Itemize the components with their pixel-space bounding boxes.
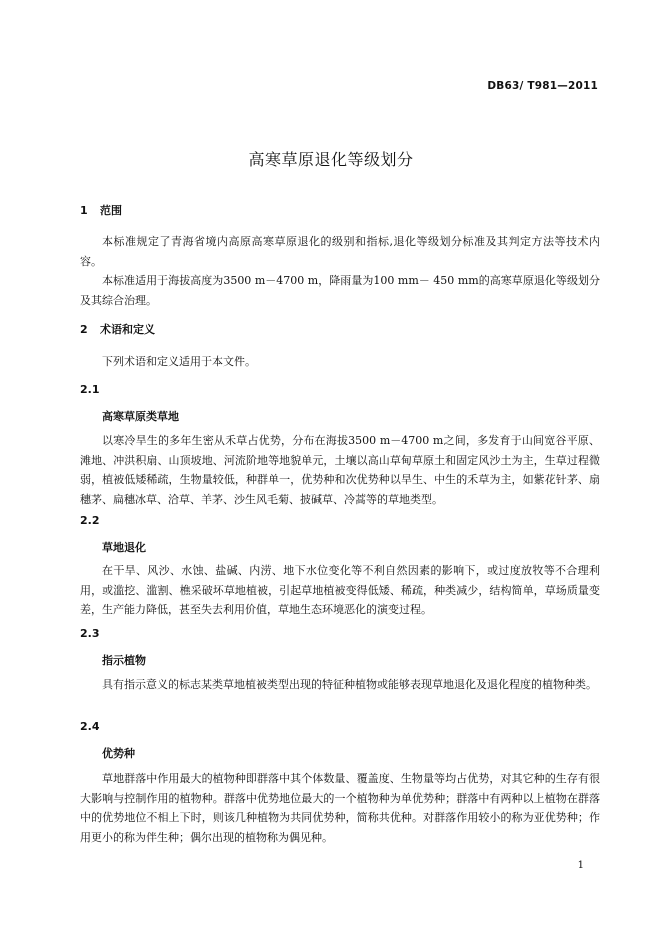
standard-code: DB63/ T981—2011 [487, 80, 598, 92]
paragraph: 在干旱、风沙、水蚀、盐碱、内涝、地下水位变化等不利自然因素的影响下，或过度放牧等不合理利用，或滥挖、滥割、樵采破坏草地植被，引起草地植被变得低矮、稀疏，种类减少，结构简单，草场质量变差，生产能力降低，甚至失去利用价值，草地生态环境恶化的演变过程。 [80, 564, 600, 616]
section-title: 范围 [100, 204, 122, 217]
paragraph: 下列术语和定义适用于本文件。 [102, 355, 256, 368]
section-1-heading [80, 202, 600, 218]
document-title: 高寒草原退化等级划分 [248, 150, 414, 169]
term-definition [80, 431, 600, 509]
paragraph: 具有指示意义的标志某类草地植被类型出现的特征种植物或能够表现草地退化及退化程度的植物种类。 [102, 678, 597, 691]
term-title: 指示植物 [102, 654, 146, 667]
term-definition [80, 561, 600, 620]
term-title: 草地退化 [102, 541, 146, 554]
paragraph: 草地群落中作用最大的植物种即群落中其个体数量、覆盖度、生物量等均占优势，对其它种的生存有很大影响与控制作用的植物种。群落中优势地位最大的一个植物种为单优势种；群落中有两种以上植物在群落中的优势地位不相上下时，则该几种植物为共同优势种，简称共优种。对群落作用较小的称为亚优势种；作用更小的称为伴生种；偶尔出现的植物称为偶见种。 [80, 772, 600, 844]
page-number: 1 [577, 860, 584, 871]
subsection-2-3-number: 2.3 [80, 627, 100, 640]
term-title: 优势种 [102, 747, 135, 760]
subsection-2-4-number: 2.4 [80, 720, 100, 733]
term-title: 高寒草原类草地 [102, 410, 179, 423]
term-definition [80, 675, 600, 695]
subsection-2-1-number: 2.1 [80, 383, 100, 396]
term-definition [80, 769, 600, 847]
section-number: 1 [80, 204, 88, 217]
subsection-2-2-number: 2.2 [80, 514, 100, 527]
paragraph: 本标准适用于海拔高度为3500 m－4700 m，降雨量为100 mm－ 450 mm的高寒草原退化等级划分及其综合治理。 [80, 274, 600, 307]
paragraph: 以寒冷旱生的多年生密从禾草占优势，分布在海拔3500 m－4700 m之间，多发育于山间宽谷平原、滩地、冲洪积扇、山顶坡地、河流阶地等地貌单元，土壤以高山草甸草原土和固定风沙土为主，生草过程微弱，植被低矮稀疏，生物量较低，种群单一，优势种和次优势种以旱生、中生的禾草为主，如紫花针茅、扇穗茅、扁穗冰草、洽草、羊茅、沙生风毛菊、披碱草、冷蒿等的草地类型。 [80, 434, 600, 506]
section-2-intro [80, 352, 600, 372]
section-1-body [80, 232, 600, 310]
section-2-heading [80, 321, 600, 337]
paragraph: 本标准规定了青海省境内高原高寒草原退化的级别和指标,退化等级划分标准及其判定方法等技术内容。 [80, 235, 600, 268]
section-title: 术语和定义 [100, 323, 155, 336]
section-number: 2 [80, 323, 88, 336]
